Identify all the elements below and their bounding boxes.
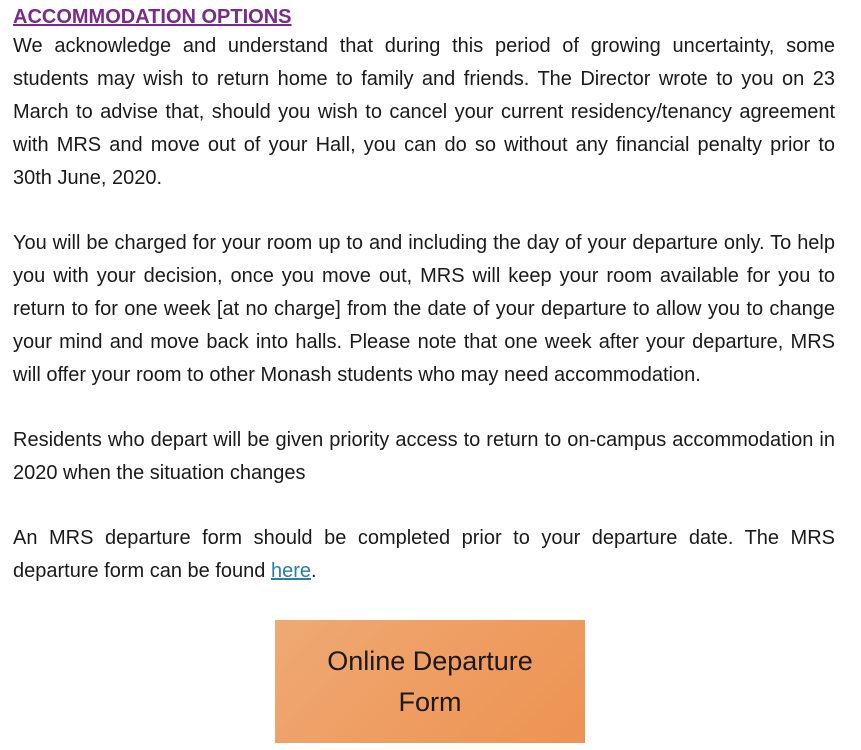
paragraph-priority-access: Residents who depart will be given priority access to return to on-campus accommodation in 2020 when the situation changes (13, 429, 835, 484)
accommodation-section (13, 4, 835, 588)
departure-text-end: . (310, 560, 317, 582)
online-departure-form-label: Online Departure Form (327, 645, 533, 717)
paragraph-cancel-agreement: We acknowledge and understand that during this period of growing uncertainty, some students may wish to return home to family and friends. The Director wrote to you on 23 March to advise that, should you wish to cancel your current residency/tenancy agreement with MRS and move out of your Hall, you can do so without any financial penalty prior to 30th June, 2020. (13, 35, 835, 189)
section-heading: ACCOMMODATION OPTIONS (13, 6, 292, 28)
online-departure-form-button[interactable] (275, 620, 585, 743)
paragraph-room-charges: You will be charged for your room up to and including the day of your departure only. To help you with your decision, once you move out, MRS will keep your room available for you to return to for one week [at no charge] from the date of your departure to allow you to change your mind and move back into halls. Please note that one week after your departure, MRS will offer your room to other Monash students who may need accommodation. (13, 232, 835, 386)
departure-text: An MRS departure form should be completed prior to your departure date. The MRS departure form can be found (13, 527, 835, 582)
paragraph-departure-form (13, 522, 835, 588)
departure-form-link[interactable]: here (270, 560, 311, 582)
